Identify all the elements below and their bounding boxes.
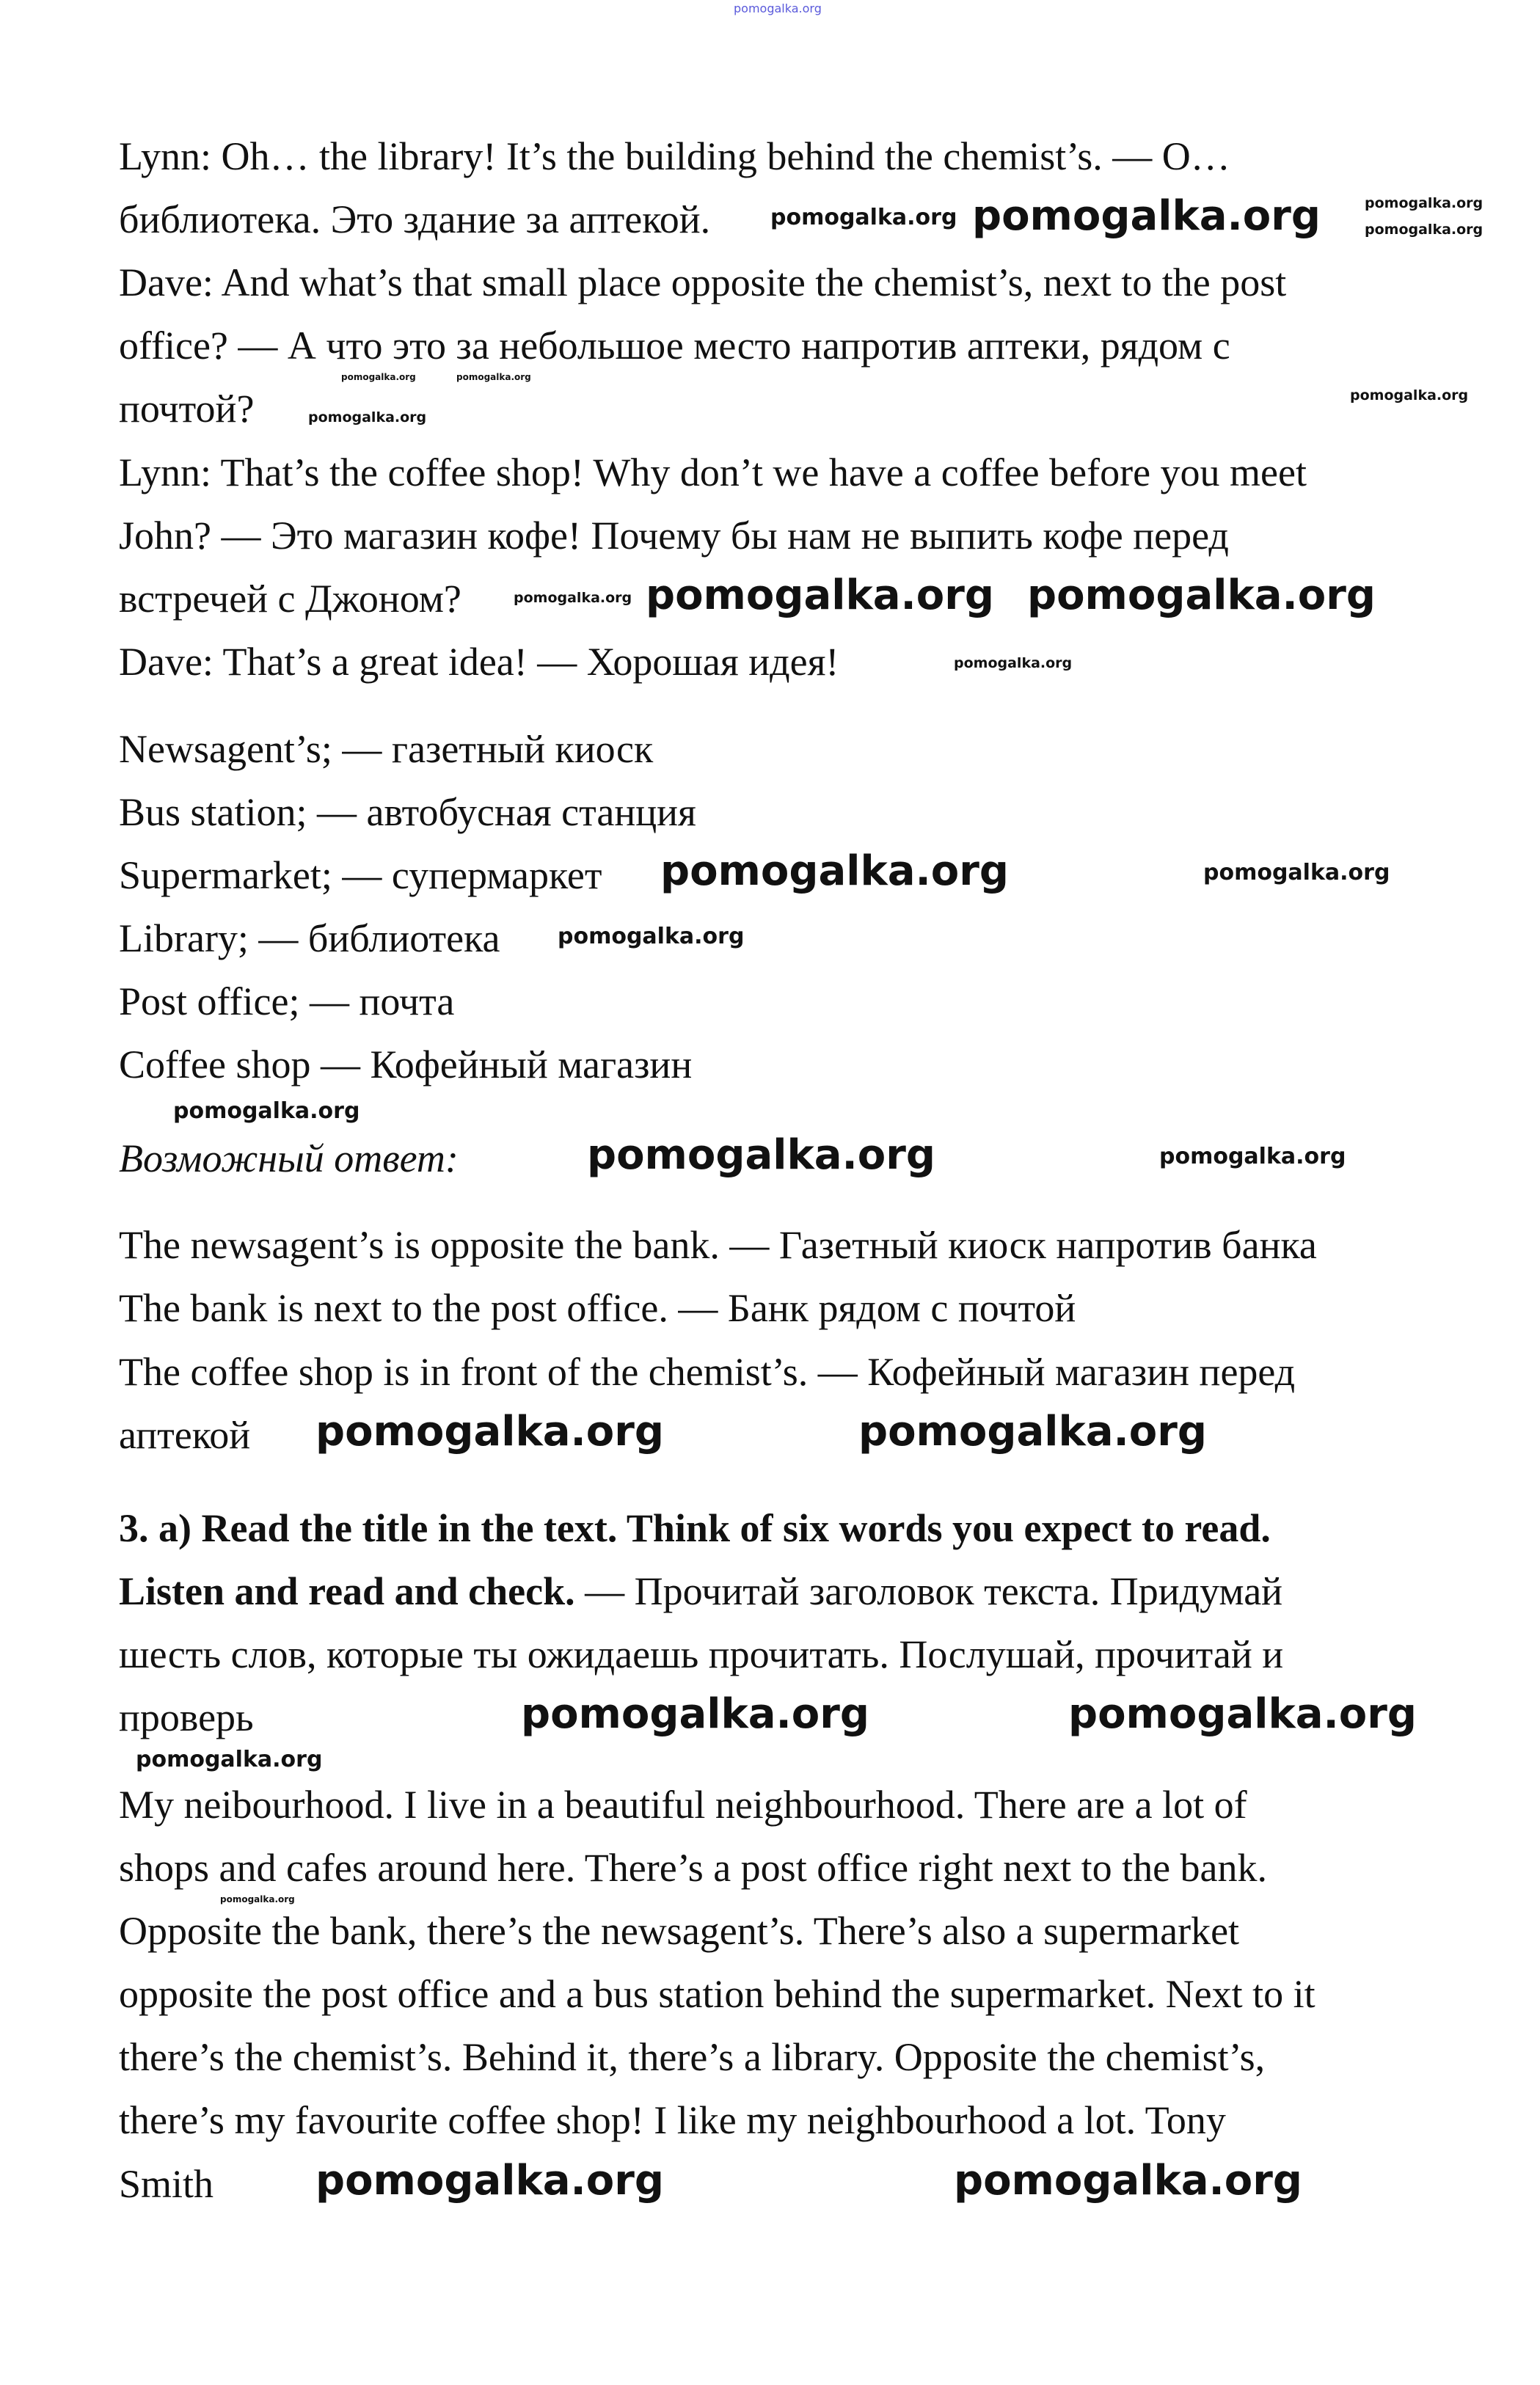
watermark: pomogalka.org <box>1203 860 1390 885</box>
dialogue-line: office? — А что это за небольшое место напротив аптеки, рядом с <box>119 324 1230 368</box>
watermark: pomogalka.org <box>1027 571 1376 619</box>
task-line: проверь <box>119 1695 254 1739</box>
watermark: pomogalka.org <box>1365 195 1484 211</box>
place-item: Newsagent’s; — газетный киоск <box>119 727 654 771</box>
watermark: pomogalka.org <box>1159 1144 1346 1169</box>
dialogue-line: Dave: And what’s that small place opposite the chemist’s, next to the post <box>119 260 1287 304</box>
watermark: pomogalka.org <box>587 1131 935 1179</box>
place-item: Supermarket; — супермаркет <box>119 853 602 897</box>
task-translation: — Прочитай заголовок текста. Придумай <box>574 1569 1283 1613</box>
place-item: Bus station; — автобусная станция <box>119 790 696 834</box>
watermark: pomogalka.org <box>954 655 1073 671</box>
place-item: Library; — библиотека <box>119 916 500 960</box>
watermark: pomogalka.org <box>646 571 994 619</box>
dialogue-line: встречей с Джоном? <box>119 577 461 621</box>
dialogue-line: Lynn: That’s the coffee shop! Why don’t we have a coffee before you meet <box>119 450 1307 494</box>
answer-line: The newsagent’s is opposite the bank. — Газетный киоск напротив банка <box>119 1223 1317 1267</box>
dialogue-line: John? — Это магазин кофе! Почему бы нам не выпить кофе перед <box>119 514 1229 558</box>
watermark: pomogalka.org <box>734 1 822 15</box>
text-line: Opposite the bank, there’s the newsagent’s. There’s also a supermarket <box>119 1909 1240 1953</box>
place-item: Post office; — почта <box>119 979 455 1023</box>
possible-answer-label: Возможный ответ: <box>119 1136 459 1180</box>
watermark: pomogalka.org <box>558 924 745 949</box>
dialogue-line: библиотека. Это здание за аптекой. <box>119 197 711 241</box>
text-line: there’s my favourite coffee shop! I like my neighbourhood a lot. Tony <box>119 2098 1226 2142</box>
text-line: Smith <box>119 2162 214 2206</box>
text-line: My neibourhood. I live in a beautiful neighbourhood. There are a lot of <box>119 1783 1247 1827</box>
answer-line: The bank is next to the post office. — Банк рядом с почтой <box>119 1286 1076 1330</box>
answer-line: аптекой <box>119 1413 251 1457</box>
watermark: pomogalka.org <box>315 1408 664 1456</box>
watermark: pomogalka.org <box>521 1690 869 1738</box>
watermark: pomogalka.org <box>770 205 957 230</box>
watermark: pomogalka.org <box>136 1747 323 1772</box>
dialogue-line: Lynn: Oh… the library! It’s the building behind the chemist’s. — О… <box>119 134 1230 178</box>
task-line <box>119 1566 1282 1617</box>
watermark: pomogalka.org <box>456 372 531 382</box>
watermark: pomogalka.org <box>315 2157 664 2205</box>
watermark: pomogalka.org <box>1365 222 1484 238</box>
text-line: shops and cafes around here. There’s a post office right next to the bank. <box>119 1846 1268 1890</box>
watermark: pomogalka.org <box>341 372 416 382</box>
place-item: Coffee shop — Кофейный магазин <box>119 1042 693 1086</box>
watermark: pomogalka.org <box>308 409 427 425</box>
watermark: pomogalka.org <box>972 192 1321 240</box>
task-heading-cont: Listen and read and check. <box>119 1569 575 1613</box>
answer-line: The coffee shop is in front of the chemist’s. — Кофейный магазин перед <box>119 1350 1296 1394</box>
watermark: pomogalka.org <box>954 2157 1302 2205</box>
watermark: pomogalka.org <box>858 1408 1207 1456</box>
text-line: opposite the post office and a bus station behind the supermarket. Next to it <box>119 1972 1315 2016</box>
watermark: pomogalka.org <box>220 1894 295 1904</box>
watermark: pomogalka.org <box>660 847 1009 895</box>
dialogue-line: Dave: That’s a great idea! — Хорошая идея! <box>119 640 839 684</box>
task-heading: 3. a) Read the title in the text. Think of six words you expect to read. <box>119 1506 1271 1550</box>
watermark: pomogalka.org <box>173 1098 360 1124</box>
watermark: pomogalka.org <box>1350 387 1469 403</box>
watermark: pomogalka.org <box>1068 1690 1417 1738</box>
watermark: pomogalka.org <box>514 590 632 606</box>
task-line: шесть слов, которые ты ожидаешь прочитать. Послушай, прочитай и <box>119 1632 1284 1676</box>
dialogue-line: почтой? <box>119 387 255 431</box>
text-line: there’s the chemist’s. Behind it, there’s a library. Opposite the chemist’s, <box>119 2035 1266 2079</box>
